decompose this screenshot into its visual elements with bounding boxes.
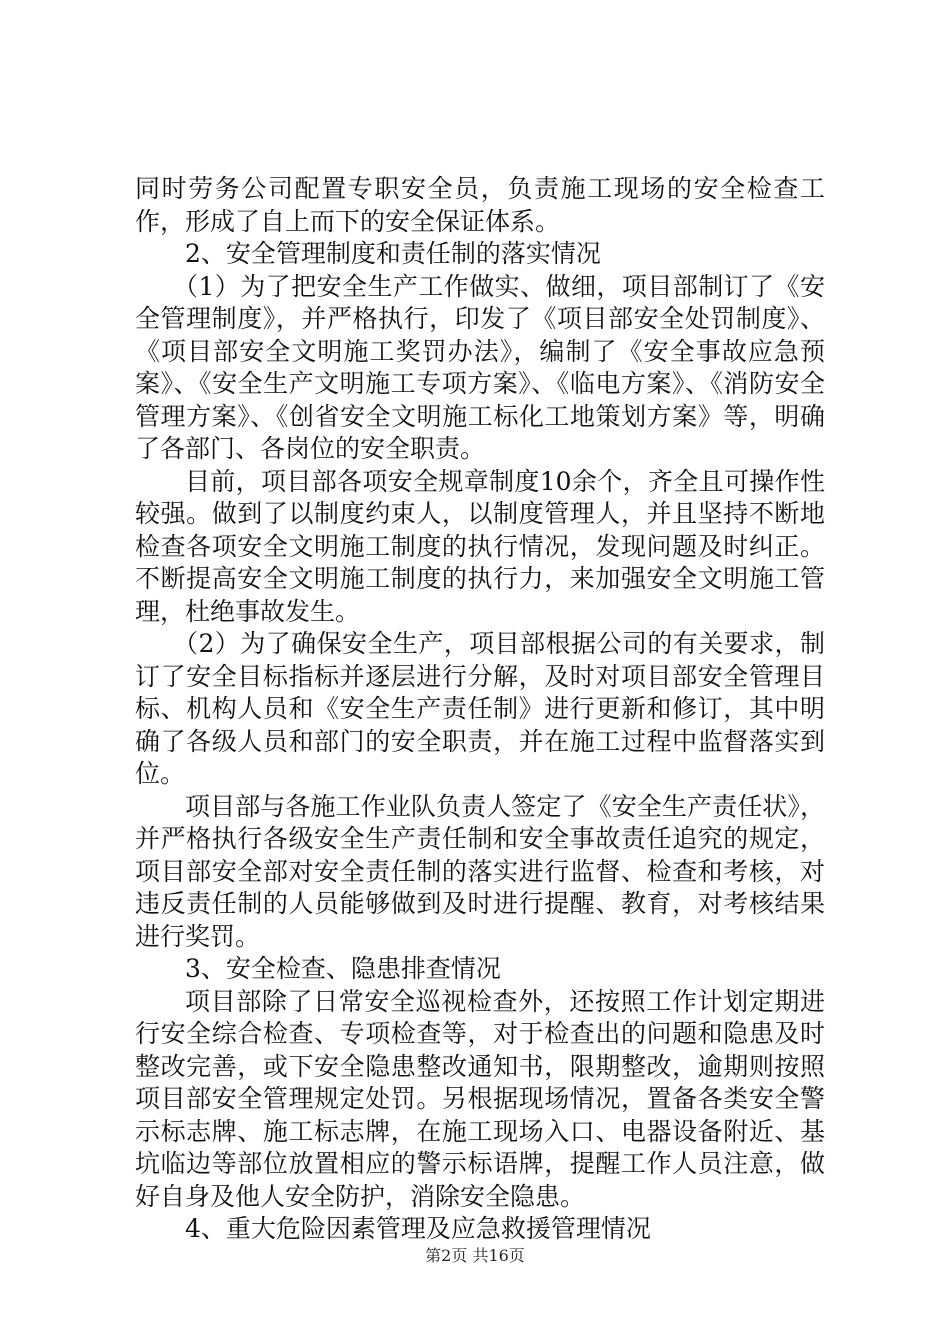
paragraph-responsibility: 项目部与各施工作业队负责人签定了《安全生产责任状》，并严格执行各级安全生产责任制和安全事故责任追究的规定，项目部安全部对安全责任制的落实进行监督、检查和考核，对违反责任制的人员能够做到及时进行提醒、教育，对考核结果进行奖罚。	[135, 791, 825, 951]
paragraph-item-1: （1）为了把安全生产工作做实、做细，项目部制订了《安全管理制度》，并严格执行，印发了《项目部安全处罚制度》、《项目部安全文明施工奖罚办法》，编制了《安全事故应急预案》、《安全生产文明施工专项方案》、《临电方案》、《消防安全管理方案》、《创省安全文明施工标化工地策划方案》等，明确了各部门、各岗位的安全职责。	[135, 271, 825, 463]
section-heading-3: 3、安全检查、隐患排查情况	[185, 954, 501, 983]
document-body	[135, 173, 825, 1246]
page-number-footer: 第2页 共16页	[425, 1246, 525, 1265]
paragraph-regulations: 目前，项目部各项安全规章制度10余个，齐全且可操作性较强。做到了以制度约束人，以制度管理人，并且坚持不断地检查各项安全文明施工制度的执行情况，发现问题及时纠正。不断提高安全文明施工制度的执行力，来加强安全文明施工管理，杜绝事故发生。	[135, 466, 825, 626]
paragraph-continuation: 同时劳务公司配置专职安全员，负责施工现场的安全检查工作，形成了自上而下的安全保证体系。	[135, 174, 825, 236]
paragraph-item-2: （2）为了确保安全生产，项目部根据公司的有关要求，制订了安全目标指标并逐层进行分解，及时对项目部安全管理目标、机构人员和《安全生产责任制》进行更新和修订，其中明确了各级人员和部门的安全职责，并在施工过程中监督落实到位。	[135, 629, 825, 788]
section-heading-2: 2、安全管理制度和责任制的落实情况	[185, 239, 601, 268]
section-heading-4: 4、重大危险因素管理及应急救援管理情况	[185, 1214, 651, 1243]
paragraph-inspection: 项目部除了日常安全巡视检查外，还按照工作计划定期进行安全综合检查、专项检查等，对于检查出的问题和隐患及时整改完善，或下安全隐患整改通知书，限期整改，逾期则按照项目部安全管理规定处罚。另根据现场情况，置备各类安全警示标志牌、施工标志牌，在施工现场入口、电器设备附近、基坑临边等部位放置相应的警示标语牌，提醒工作人员注意，做好自身及他人安全防护，消除安全隐患。	[135, 986, 825, 1211]
